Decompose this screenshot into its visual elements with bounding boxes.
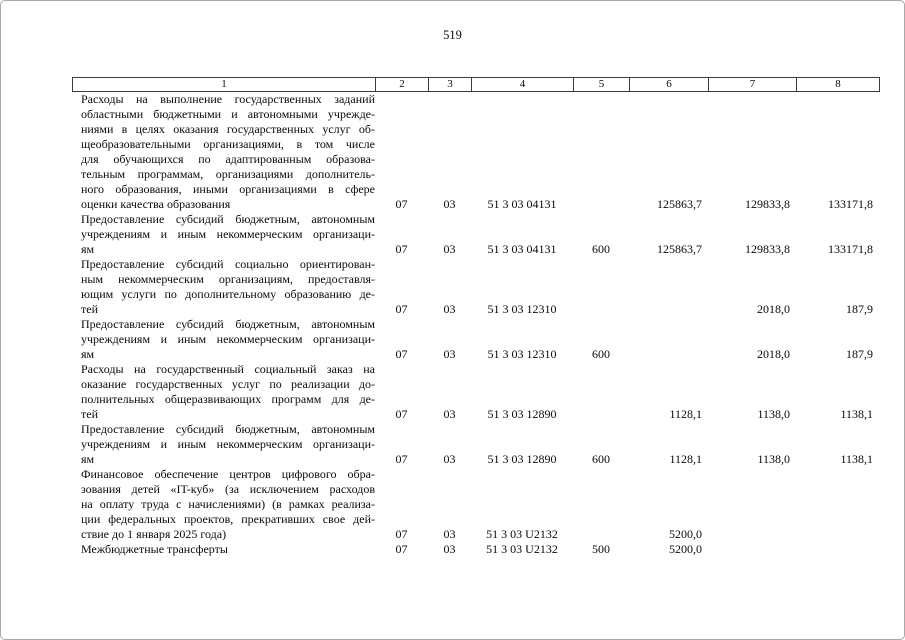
section-code-cell: 07 (395, 242, 408, 256)
target-article-cell: 51 3 03 12890 (487, 407, 557, 421)
target-article-cell: 51 3 03 12310 (487, 302, 557, 316)
amount-year3-cell: 133171,8 (828, 242, 873, 256)
description-line: Предоставление субсидий социально ориентирован- (81, 257, 375, 271)
subsection-code-cell: 03 (443, 197, 456, 211)
header-cell-1: 1 (221, 78, 227, 90)
description-line: ниями в целях оказания государственных услуг об- (81, 122, 375, 136)
section-code-cell: 07 (395, 347, 408, 361)
amount-year3-cell: 1138,1 (840, 452, 873, 466)
amount-year3-cell: 187,9 (846, 347, 873, 361)
description-cell (73, 542, 375, 557)
header-cell-4: 4 (471, 78, 573, 91)
table-row (73, 257, 878, 317)
description-line: на оплату труда с начислениями) (в рамках реализа- (81, 497, 375, 511)
table-row (73, 317, 878, 362)
table-row (73, 467, 878, 542)
description-line: тельным программам, организациями дополнитель- (81, 167, 375, 181)
description-line: Предоставление субсидий бюджетным, автономным (81, 212, 375, 226)
description-line: Расходы на государственный социальный заказ на (81, 362, 375, 376)
header-cell-8: 8 (796, 78, 879, 91)
amount-year3-cell: 133171,8 (828, 197, 873, 211)
amount-year2-cell: 2018,0 (757, 302, 790, 316)
amount-year1-cell: 5200,0 (669, 542, 702, 556)
table-row (73, 92, 878, 212)
description-cell (73, 467, 375, 542)
amount-year1-cell: 1128,1 (669, 407, 702, 421)
subsection-code-cell: 03 (443, 347, 456, 361)
description-line: тей (81, 407, 98, 421)
description-line: учреждениям и иным некоммерческим организаци- (81, 227, 375, 241)
table-rows (73, 92, 878, 557)
table-header-row (72, 77, 880, 92)
section-code-cell: 07 (395, 197, 408, 211)
description-line: оценки качества образования (81, 197, 231, 211)
description-line: ного образования, иными организациями в сфере (81, 182, 375, 196)
header-cell-7: 7 (708, 78, 796, 91)
description-line: Предоставление субсидий бюджетным, автономным (81, 422, 375, 436)
description-line: ям (81, 347, 95, 361)
section-code-cell: 07 (395, 452, 408, 466)
description-line: ям (81, 242, 95, 256)
description-line: учреждениям и иным некоммерческим организаци- (81, 437, 375, 451)
amount-year2-cell: 129833,8 (745, 242, 790, 256)
description-line: тей (81, 302, 98, 316)
description-line: ным некоммерческим организациям, предоставля- (81, 272, 375, 286)
expense-type-cell: 600 (592, 242, 610, 256)
amount-year2-cell: 1138,0 (757, 452, 790, 466)
amount-year3-cell: 187,9 (846, 302, 873, 316)
header-cell-5: 5 (573, 78, 629, 91)
target-article-cell: 51 3 03 04131 (487, 242, 557, 256)
description-cell (73, 92, 375, 212)
description-line: ствие до 1 января 2025 года) (81, 527, 227, 541)
description-line: полнительных общеразвивающих программ для де- (81, 392, 375, 406)
table-row (73, 212, 878, 257)
table-row (73, 422, 878, 467)
description-cell (73, 422, 375, 467)
amount-year2-cell: 129833,8 (745, 197, 790, 211)
header-cell-2: 2 (375, 78, 428, 91)
subsection-code-cell: 03 (443, 302, 456, 316)
subsection-code-cell: 03 (443, 542, 456, 556)
expense-type-cell: 600 (592, 452, 610, 466)
description-line: для обучающихся по адаптированным образова- (81, 152, 375, 166)
description-line: Расходы на выполнение государственных заданий (81, 92, 375, 106)
amount-year1-cell: 1128,1 (669, 452, 702, 466)
expense-type-cell: 500 (592, 542, 610, 556)
header-cell-3: 3 (428, 78, 471, 91)
section-code-cell: 07 (395, 302, 408, 316)
description-line: ющим услуги по дополнительному образованию де- (81, 287, 375, 301)
amount-year1-cell: 125863,7 (657, 197, 702, 211)
description-line: Финансовое обеспечение центров цифрового обра- (81, 467, 375, 481)
target-article-cell: 51 3 03 04131 (487, 197, 557, 211)
description-line: зования детей «IT-куб» (за исключением расходов (81, 482, 375, 496)
target-article-cell: 51 3 03 12310 (487, 347, 557, 361)
description-line: оказание государственных услуг по реализации до- (81, 377, 375, 391)
subsection-code-cell: 03 (443, 527, 456, 541)
description-line: щеобразовательными организациями, в том числе (81, 137, 375, 151)
description-line: областными бюджетными и автономными учрежде- (81, 107, 375, 121)
section-code-cell: 07 (395, 542, 408, 556)
target-article-cell: 51 3 03 U2132 (486, 542, 558, 556)
description-line: Межбюджетные трансферты (81, 542, 228, 556)
amount-year2-cell: 1138,0 (757, 407, 790, 421)
amount-year3-cell: 1138,1 (840, 407, 873, 421)
amount-year1-cell: 5200,0 (669, 527, 702, 541)
description-line: ям (81, 452, 95, 466)
amount-year2-cell: 2018,0 (757, 347, 790, 361)
description-cell (73, 317, 375, 362)
description-line: учреждениям и иным некоммерческим организаци- (81, 332, 375, 346)
section-code-cell: 07 (395, 527, 408, 541)
description-line: ции федеральных проектов, прекративших свое дей- (81, 512, 375, 526)
budget-table (72, 77, 878, 557)
header-cell-6: 6 (629, 78, 708, 91)
description-line: Предоставление субсидий бюджетным, автономным (81, 317, 375, 331)
target-article-cell: 51 3 03 12890 (487, 452, 557, 466)
page-number: 519 (443, 28, 462, 42)
subsection-code-cell: 03 (443, 407, 456, 421)
table-row (73, 362, 878, 422)
expense-type-cell: 600 (592, 347, 610, 361)
description-cell (73, 212, 375, 257)
table-row (73, 542, 878, 557)
section-code-cell: 07 (395, 407, 408, 421)
subsection-code-cell: 03 (443, 452, 456, 466)
description-cell (73, 362, 375, 422)
subsection-code-cell: 03 (443, 242, 456, 256)
target-article-cell: 51 3 03 U2132 (486, 527, 558, 541)
description-cell (73, 257, 375, 317)
amount-year1-cell: 125863,7 (657, 242, 702, 256)
